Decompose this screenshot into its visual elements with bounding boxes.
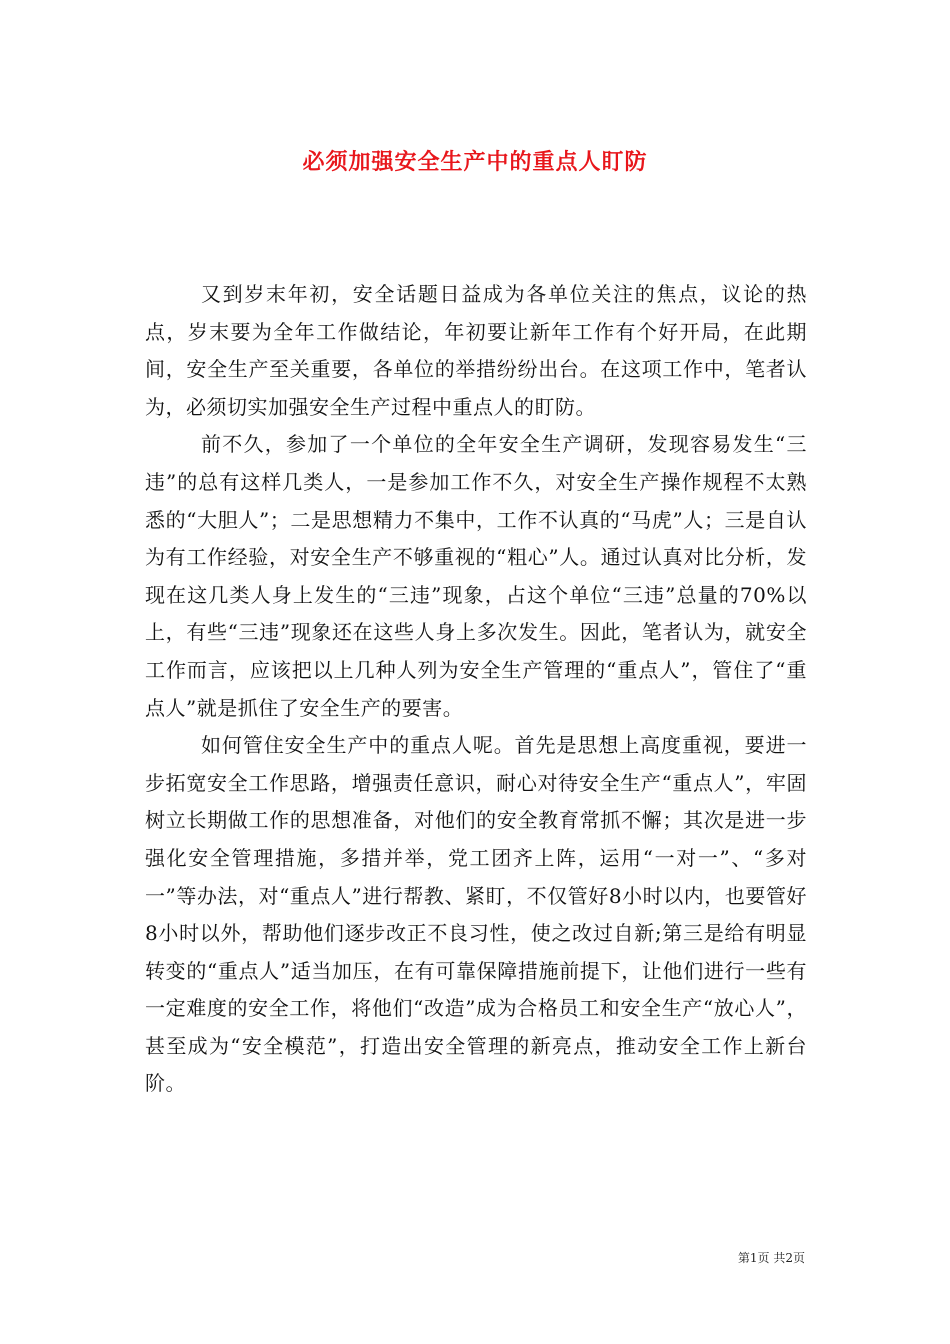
paragraph-1: 又到岁末年初，安全话题日益成为各单位关注的焦点，议论的热点，岁末要为全年工作做结论，年初要让新年工作有个好开局，在此期间，安全生产至关重要，各单位的举措纷纷出台。在这项工作中，笔者认为，必须切实加强安全生产过程中重点人的盯防。: [145, 282, 807, 419]
document-body: [145, 276, 807, 1103]
page-number: 第1页 共2页: [737, 1251, 805, 1265]
paragraph-2: 前不久，参加了一个单位的全年安全生产调研，发现容易发生“三违”的总有这样几类人，一是参加工作不久，对安全生产操作规程不太熟悉的“大胆人”；二是思想精力不集中，工作不认真的“马虎”人；三是自认为有工作经验，对安全生产不够重视的“粗心”人。通过认真对比分析，发现在这几类人身上发生的“三违”现象，占这个单位“三违”总量的70%以上，有些“三违”现象还在这些人身上多次发生。因此，笔者认为，就安全工作而言，应该把以上几种人列为安全生产管理的“重点人”，管住了“重点人”就是抓住了安全生产的要害。: [145, 432, 807, 720]
paragraph-3: 如何管住安全生产中的重点人呢。首先是思想上高度重视，要进一步拓宽安全工作思路，增强责任意识，耐心对待安全生产“重点人”，牢固树立长期做工作的思想准备，对他们的安全教育常抓不懈；其次是进一步强化安全管理措施，多措并举，党工团齐上阵，运用“一对一”、“多对一”等办法，对“重点人”进行帮教、紧盯，不仅管好8小时以内，也要管好8小时以外，帮助他们逐步改正不良习性，使之改过自新;第三是给有明显转变的“重点人”适当加压，在有可靠保障措施前提下，让他们进行一些有一定难度的安全工作，将他们“改造”成为合格员工和安全生产“放心人”，甚至成为“安全模范”，打造出安全管理的新亮点，推动安全工作上新台阶。: [145, 733, 807, 1096]
document-title: 必须加强安全生产中的重点人盯防: [302, 148, 648, 175]
